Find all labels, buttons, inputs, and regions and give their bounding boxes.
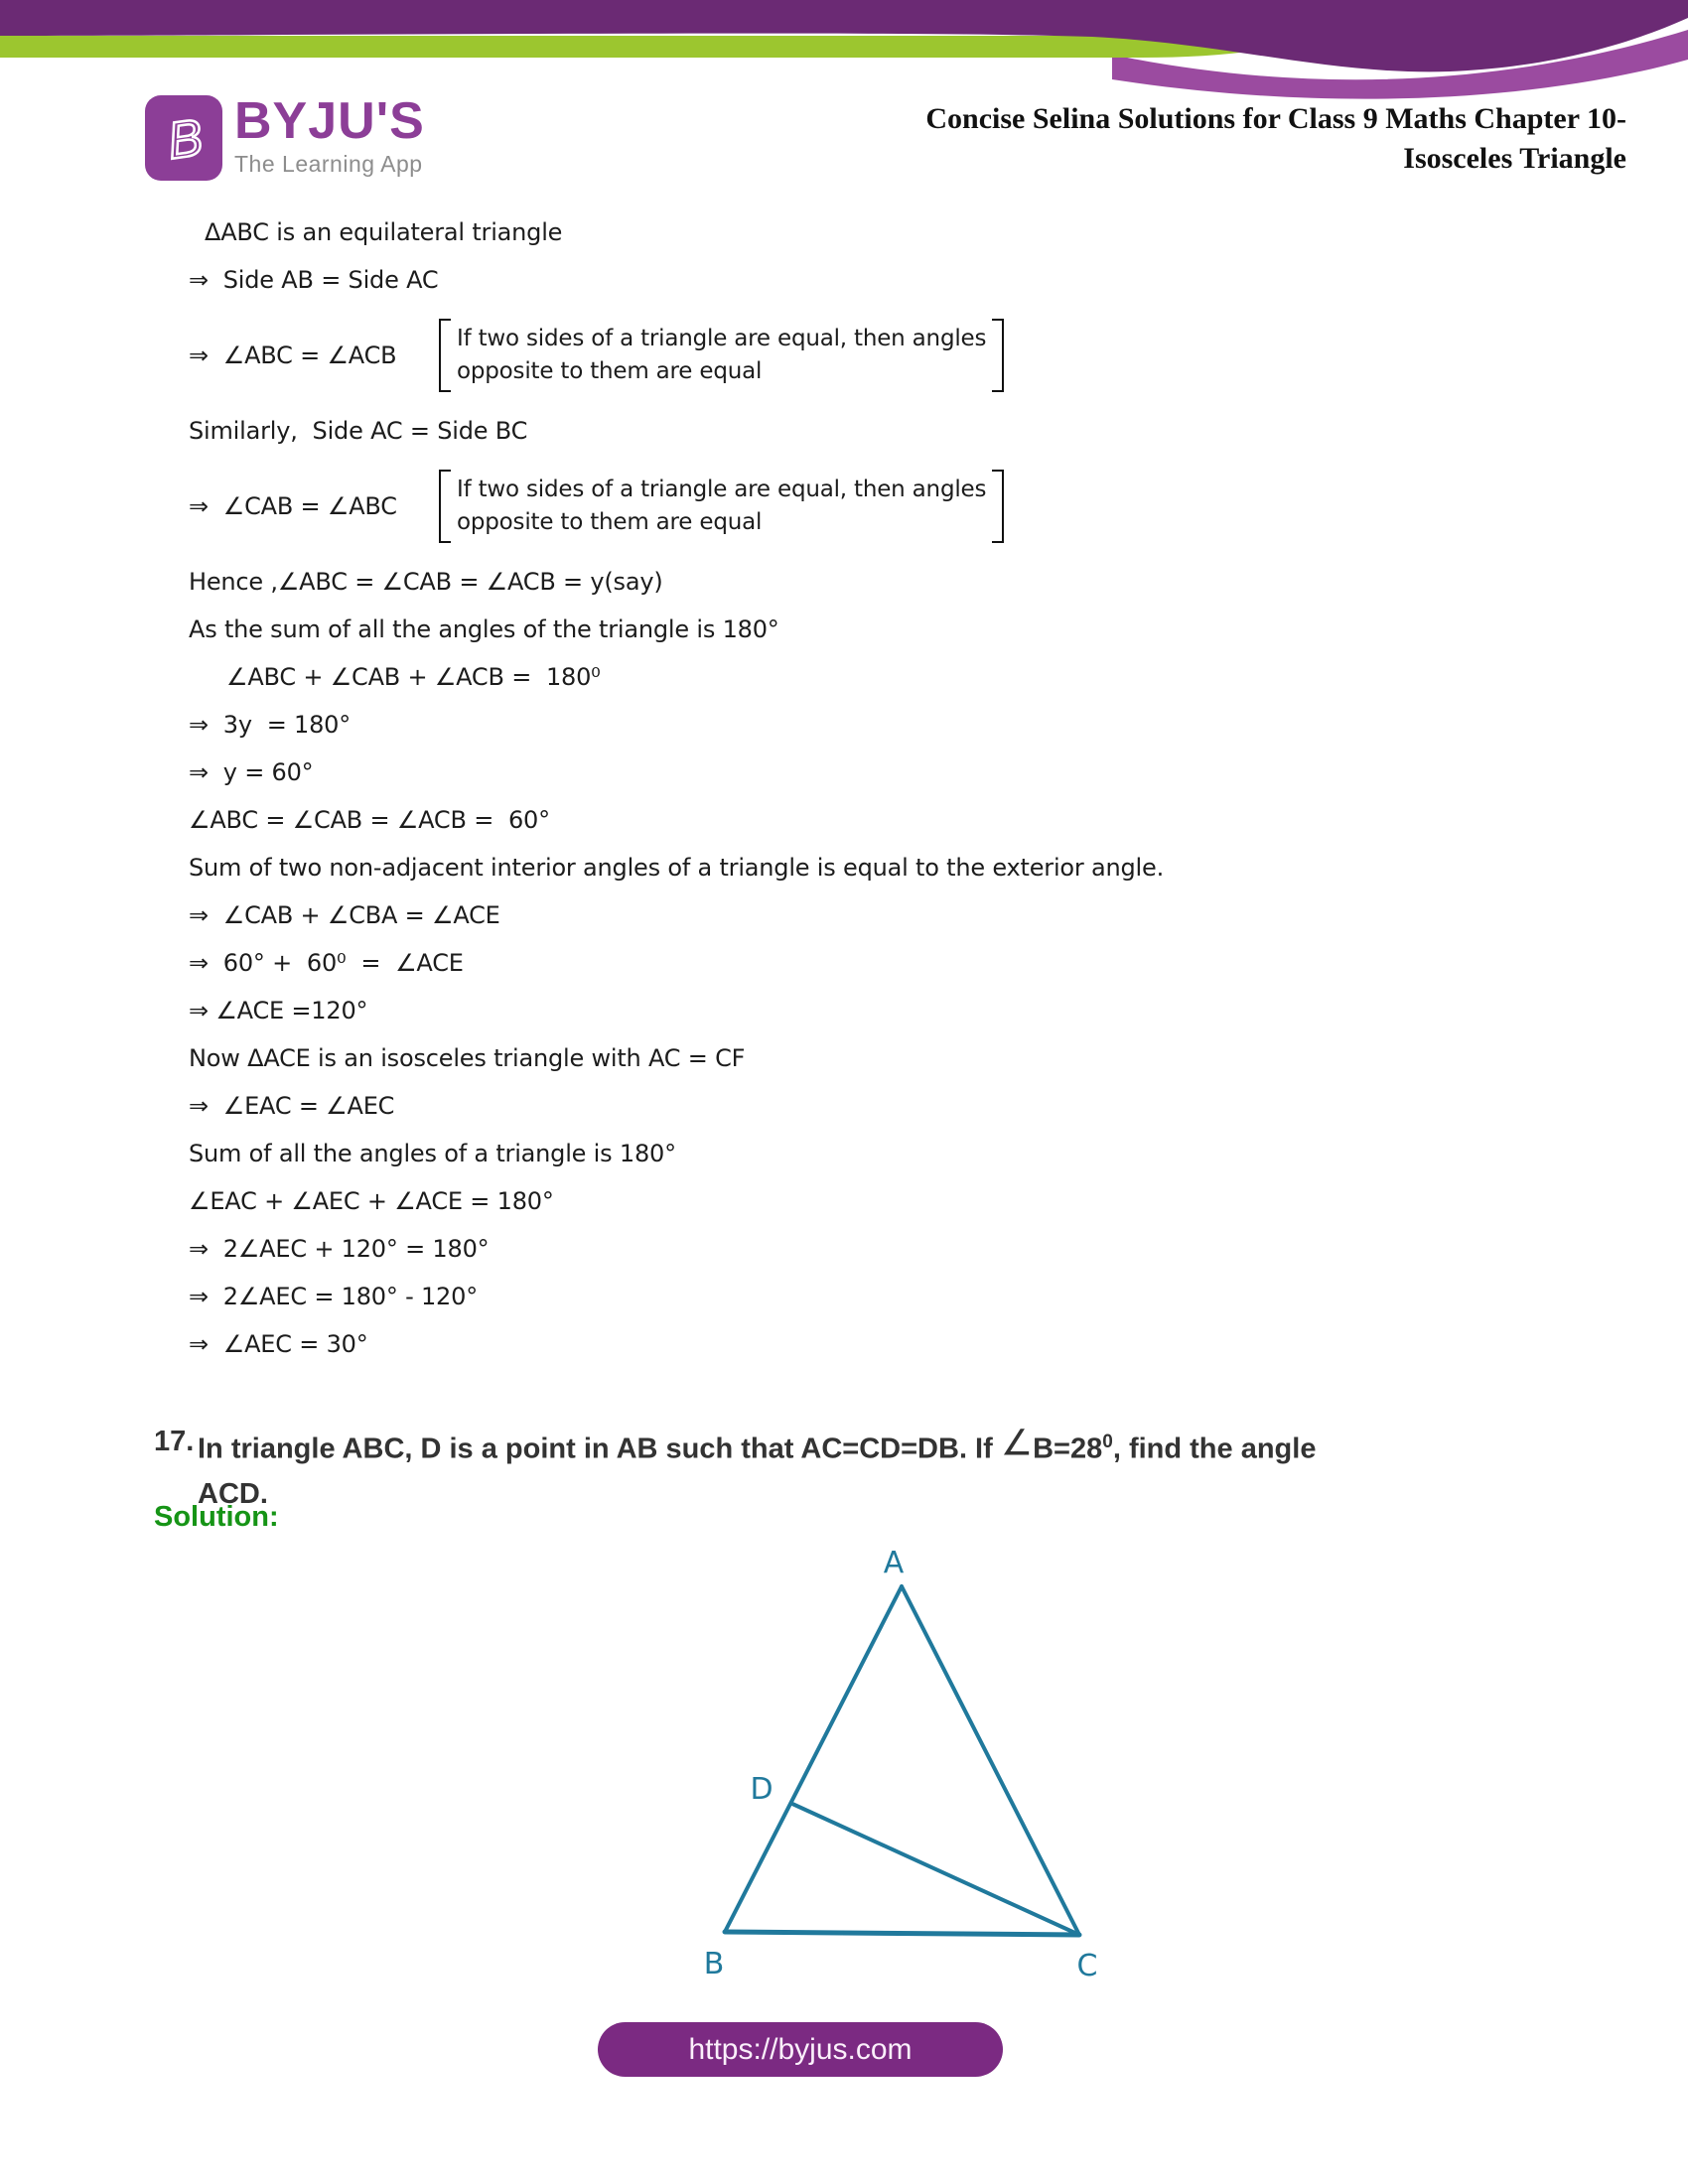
math-line: ∠ABC + ∠CAB + ∠ACB = 180⁰ [226, 663, 601, 691]
math-line: Now ΔACE is an isosceles triangle with AC = CF [189, 1044, 746, 1072]
footer-url: https://byjus.com [688, 2033, 913, 2066]
question-text-part2: B=28 [1033, 1433, 1103, 1465]
page-title [925, 99, 1626, 179]
math-line: ⇒ 2∠AEC + 120° = 180° [189, 1235, 490, 1263]
triangle-side-ab [725, 1586, 902, 1932]
math-line: Sum of two non-adjacent interior angles of a triangle is equal to the exterior angle. [189, 854, 1165, 882]
math-line: ⇒ 3y = 180° [189, 711, 352, 739]
math-line: ⇒ ∠EAC = ∠AEC [189, 1092, 395, 1120]
question-number: 17. [154, 1426, 195, 1457]
math-line: ⇒ ∠ACE =120° [189, 997, 368, 1024]
triangle-side-ac [902, 1586, 1079, 1935]
math-line: ⇒ 60° + 60⁰ = ∠ACE [189, 949, 464, 977]
math-line: Hence ,∠ABC = ∠CAB = ∠ACB = y(say) [189, 568, 663, 596]
math-line: ⇒ ∠CAB = ∠ABC If two sides of a triangle are equal, then angles opposite to them are equal [189, 455, 1370, 558]
page-title-line1: Concise Selina Solutions for Class 9 Maths Chapter 10- [925, 102, 1626, 135]
math-line: Similarly, Side AC = Side BC [189, 417, 528, 445]
solution-working [189, 208, 1370, 1368]
byjus-b-icon [145, 95, 222, 181]
question-text-part1: In triangle ABC, D is a point in AB such that AC=CD=DB. If [198, 1433, 1001, 1465]
vertex-label-c: C [1076, 1949, 1098, 1983]
page-title-line2: Isosceles Triangle [1403, 142, 1626, 175]
solution-label: Solution: [154, 1501, 279, 1533]
math-line: ⇒ Side AB = Side AC [189, 266, 439, 294]
question-17 [154, 1420, 1627, 1517]
bracket-note: If two sides of a triangle are equal, then angles opposite to them are equal [439, 319, 1004, 392]
question-text-line2: ACD. [198, 1477, 268, 1510]
math-line: ⇒ 2∠AEC = 180° - 120° [189, 1283, 478, 1310]
math-line: ⇒ y = 60° [189, 758, 314, 786]
svg-text:B: B [164, 108, 207, 171]
vertex-label-b: B [703, 1947, 725, 1981]
math-line: ⇒ ∠ABC = ∠ACB If two sides of a triangle are equal, then angles opposite to them are equal [189, 304, 1370, 407]
segment-dc [792, 1804, 1079, 1935]
math-line: ∠ABC = ∠CAB = ∠ACB = 60° [189, 806, 550, 834]
logo-brand-text: BYJU'S [234, 92, 425, 150]
math-line: As the sum of all the angles of the triangle is 180° [189, 615, 779, 643]
triangle-diagram [690, 1545, 1117, 1991]
math-line: ∠EAC + ∠AEC + ∠ACE = 180° [189, 1187, 554, 1215]
math-line: Sum of all the angles of a triangle is 180° [189, 1140, 676, 1167]
math-line: ΔABC is an equilateral triangle [205, 218, 563, 246]
vertex-label-a: A [883, 1546, 905, 1580]
triangle-side-bc [725, 1932, 1079, 1935]
math-line: ⇒ ∠CAB + ∠CBA = ∠ACE [189, 901, 500, 929]
question-text-part3: , find the angle [1112, 1433, 1317, 1465]
bracket-note: If two sides of a triangle are equal, then angles opposite to them are equal [439, 470, 1004, 543]
byjus-footer-link[interactable] [598, 2022, 1003, 2077]
byjus-logo [145, 92, 425, 181]
logo-tagline: The Learning App [234, 151, 423, 177]
angle-symbol: ∠ [1000, 1423, 1034, 1464]
vertex-label-d: D [750, 1772, 774, 1807]
math-line: ⇒ ∠AEC = 30° [189, 1330, 368, 1358]
question-superscript: 0 [1102, 1432, 1113, 1452]
